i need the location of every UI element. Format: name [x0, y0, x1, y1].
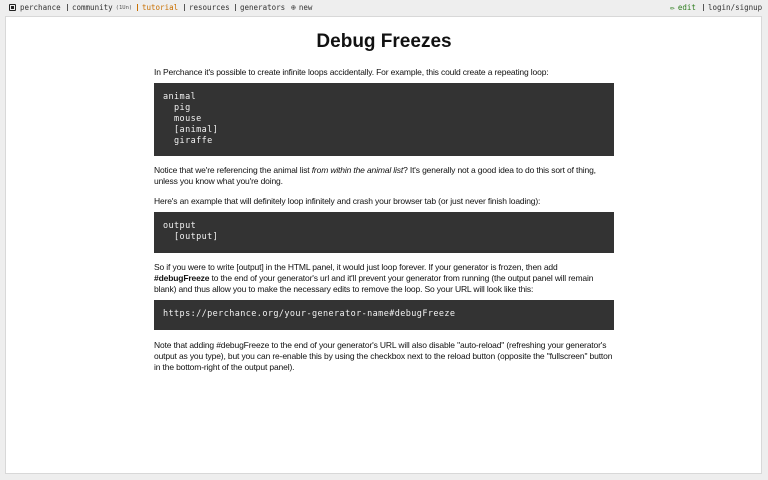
bar-icon	[235, 4, 236, 11]
notice-paragraph	[154, 165, 614, 187]
notice-text-end: ? It's generally not a good idea to do this sort of thing, unless you know what you're doing.	[154, 165, 596, 186]
community-count-badge: (1Un)	[115, 4, 133, 11]
nav-brand-link[interactable]	[9, 3, 61, 12]
code-block-output: output [output]	[154, 212, 614, 253]
plus-circle-icon: ⊕	[291, 2, 296, 12]
nav-edit-label: edit	[677, 3, 696, 12]
debug-freeze-keyword: #debugFreeze	[154, 273, 210, 283]
nav-generators-label: generators	[240, 3, 286, 12]
notice-emphasis: from within the animal list	[311, 165, 404, 175]
bar-icon	[184, 4, 185, 11]
content-card	[5, 16, 762, 474]
nav-community-label: community	[72, 3, 113, 12]
auto-reload-paragraph: Note that adding #debugFreeze to the end of your generator's URL will also disable "auto-reload" (refreshing your generator's output as you type), but you can re-enable this by using the checkbox next to the reload button (opposite the "fullscreen" button in the bottom-right of the output panel).	[154, 340, 613, 372]
bar-icon	[137, 4, 138, 11]
tutorial-article	[154, 31, 614, 373]
die-icon	[9, 4, 16, 11]
nav-login-label: login/signup	[708, 3, 763, 12]
top-nav	[0, 0, 768, 16]
nav-resources-link[interactable]	[184, 3, 230, 12]
nav-brand-label: perchance	[20, 3, 61, 12]
page-title: Debug Freezes	[316, 31, 452, 52]
example-paragraph: Here's an example that will definitely loop infinitely and crash your browser tab (or just never finish loading):	[154, 196, 541, 206]
nav-tutorial-label: tutorial	[142, 3, 179, 12]
notice-text-start: Notice that we're referencing the animal list	[154, 165, 312, 175]
nav-login-link[interactable]	[703, 3, 762, 12]
intro-paragraph: In Perchance it's possible to create infinite loops accidentally. For example, this could create a repeating loop:	[154, 67, 549, 77]
nav-new-label: new	[298, 3, 313, 12]
debug-paragraph	[154, 262, 614, 295]
bar-icon	[703, 4, 704, 11]
nav-generators-link[interactable]	[235, 3, 285, 12]
nav-community-link[interactable]	[67, 3, 132, 12]
debug-text-start: So if you were to write [output] in the HTML panel, it would just loop forever. If your generator is frozen, then add	[154, 262, 558, 272]
nav-edit-link[interactable]	[670, 3, 696, 12]
bar-icon	[67, 4, 68, 11]
pencil-icon: ✏	[670, 2, 675, 12]
code-block-url: https://perchance.org/your-generator-name#debugFreeze	[154, 300, 614, 330]
code-block-animal: animal pig mouse [animal] giraffe	[154, 83, 614, 156]
nav-new-link[interactable]	[291, 3, 312, 12]
nav-resources-label: resources	[189, 3, 230, 12]
debug-text-end: to the end of your generator's url and it'll prevent your generator from running (the output panel will remain blank) and thus allow you to make the necessary edits to remove the loop. So your URL will look like this:	[154, 273, 594, 294]
nav-tutorial-link[interactable]	[137, 3, 178, 12]
